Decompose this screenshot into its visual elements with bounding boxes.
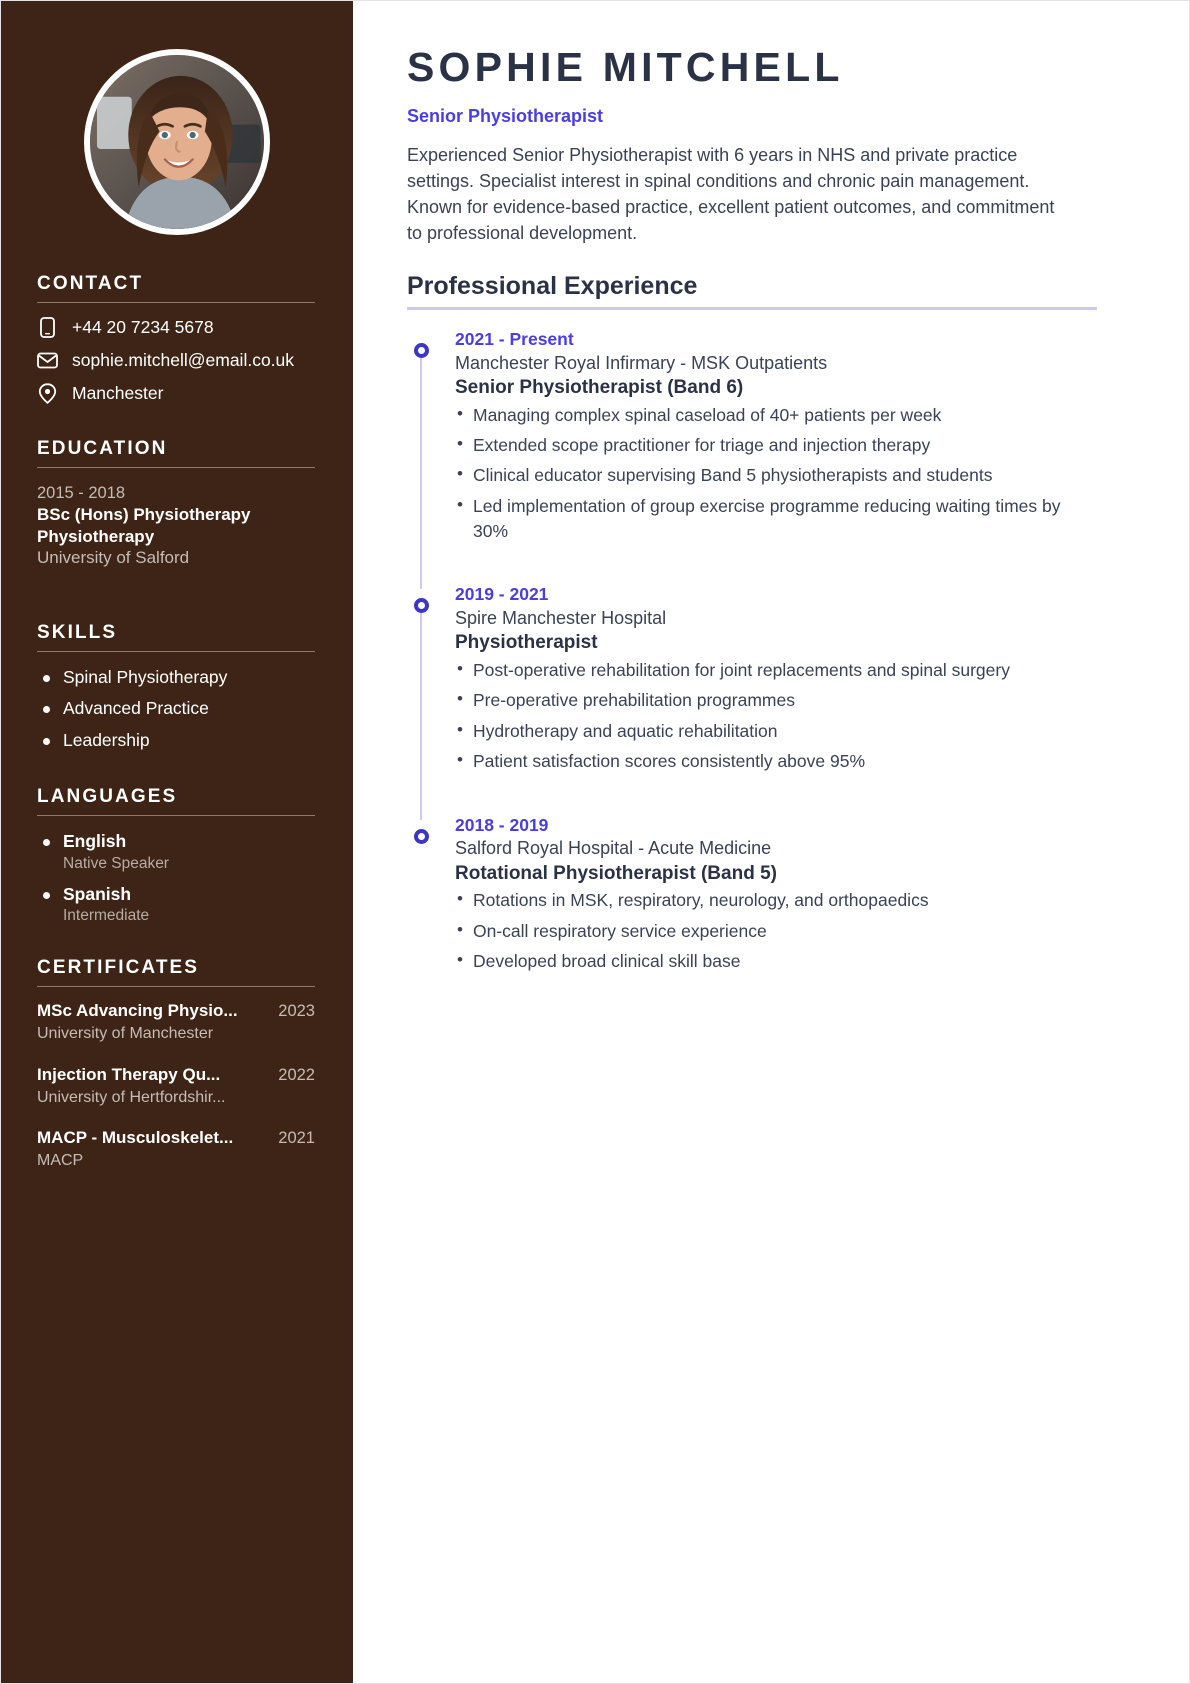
contact-heading: CONTACT — [37, 273, 144, 294]
list-item: • Clinical educator supervising Band 5 physiotherapists and students — [455, 463, 1097, 488]
contact-divider — [37, 302, 315, 303]
certificates-divider — [37, 986, 315, 987]
experience-dates: 2019 - 2021 — [455, 584, 549, 605]
list-item — [37, 830, 315, 875]
certificates-heading: CERTIFICATES — [37, 957, 200, 979]
experience-item — [407, 583, 1097, 813]
education-item — [37, 482, 315, 570]
languages-heading: LANGUAGES — [37, 785, 178, 807]
certificate-item — [37, 1001, 315, 1045]
certificate-header — [37, 1065, 315, 1085]
certificate-item — [37, 1065, 315, 1109]
contact-phone[interactable] — [37, 317, 315, 338]
timeline-dot-icon — [414, 343, 429, 358]
language-level: Intermediate — [63, 907, 150, 925]
certificate-year: 2023 — [278, 1002, 315, 1021]
skills-divider — [37, 651, 315, 652]
contact-email[interactable] — [37, 350, 315, 371]
sidebar — [1, 1, 353, 1683]
experience-timeline — [407, 328, 1097, 975]
timeline-connector — [420, 344, 422, 590]
language-level: Native Speaker — [63, 854, 169, 872]
certificate-year: 2022 — [278, 1065, 315, 1084]
experience-bullets — [455, 658, 1097, 775]
skills-heading: SKILLS — [37, 621, 118, 643]
skills-list — [37, 666, 315, 752]
location-pin-icon — [37, 383, 58, 404]
certificate-name: MACP - Musculoskelet... — [37, 1128, 234, 1148]
skill-label: Leadership — [63, 730, 150, 751]
contact-phone-value: +44 20 7234 5678 — [72, 317, 214, 337]
education-heading: EDUCATION — [37, 438, 168, 459]
contact-location-value: Manchester — [72, 383, 164, 403]
profile-photo-icon — [90, 55, 264, 229]
timeline-dot-icon — [414, 829, 429, 844]
professional-summary: Experienced Senior Physiotherapist with 6 years in NHS and private practice settings. Specialist interest in spinal conditions and chronic pain management. Known for evidence-based practice, excellent patient outcomes, and commitment to professional development. — [407, 144, 1055, 243]
experience-section-title: Professional Experience — [407, 272, 698, 301]
avatar-container — [1, 1, 353, 235]
list-item — [37, 883, 315, 928]
education-divider — [37, 467, 315, 468]
experience-bullets — [455, 403, 1097, 545]
experience-dates: 2018 - 2019 — [455, 814, 549, 835]
timeline-connector — [420, 599, 422, 819]
education-school: University of Salford — [37, 547, 190, 567]
certificate-issuer: MACP — [37, 1152, 84, 1170]
certificate-header — [37, 1001, 315, 1021]
skill-label: Advanced Practice — [63, 698, 209, 719]
skill-label: Spinal Physiotherapy — [63, 666, 228, 687]
list-item: • Managing complex spinal caseload of 40+ patients per week — [455, 403, 1097, 428]
certificate-name: MSc Advancing Physio... — [37, 1001, 238, 1021]
certificate-name: Injection Therapy Qu... — [37, 1064, 221, 1084]
list-item — [37, 729, 315, 752]
certificates-section — [1, 957, 353, 1172]
certificate-item — [37, 1128, 315, 1172]
phone-icon — [37, 317, 58, 338]
list-item: • Led implementation of group exercise programme reducing waiting times by 30% — [455, 494, 1097, 545]
education-section — [1, 438, 353, 570]
experience-item — [407, 814, 1097, 975]
languages-divider — [37, 815, 315, 816]
language-name: Spanish — [63, 883, 132, 904]
list-item — [37, 697, 315, 720]
experience-bullets — [455, 888, 1097, 974]
list-item: • On-call respiratory service experience — [455, 919, 1097, 944]
contact-location[interactable] — [37, 383, 315, 404]
skills-section — [1, 622, 353, 752]
certificate-year: 2021 — [278, 1129, 315, 1148]
list-item: • Post-operative rehabilitation for joint replacements and spinal surgery — [455, 658, 1097, 683]
education-dates: 2015 - 2018 — [37, 484, 126, 502]
page-title: SOPHIE MITCHELL — [407, 44, 844, 90]
languages-section — [1, 786, 353, 927]
experience-item — [407, 328, 1097, 584]
list-item: • Patient satisfaction scores consistently above 95% — [455, 749, 1097, 774]
experience-job-title: Senior Physiotherapist (Band 6) — [455, 376, 744, 398]
experience-job-title: Physiotherapist — [455, 632, 598, 654]
experience-organization: Salford Royal Hospital - Acute Medicine — [455, 838, 772, 859]
experience-dates: 2021 - Present — [455, 328, 574, 349]
experience-organization: Manchester Royal Infirmary - MSK Outpatients — [455, 352, 828, 373]
experience-job-title: Rotational Physiotherapist (Band 5) — [455, 862, 777, 884]
envelope-icon — [37, 350, 58, 371]
list-item: • Extended scope practitioner for triage and injection therapy — [455, 433, 1097, 458]
certificate-issuer: University of Manchester — [37, 1025, 214, 1043]
timeline-dot-icon — [414, 598, 429, 613]
certificate-issuer: University of Hertfordshir... — [37, 1088, 226, 1106]
certificate-header — [37, 1128, 315, 1148]
contact-section — [1, 273, 353, 404]
languages-list — [37, 830, 315, 927]
main-content — [353, 1, 1189, 1683]
experience-section-divider — [407, 307, 1097, 310]
contact-email-value: sophie.mitchell@email.co.uk — [72, 350, 295, 370]
language-name: English — [63, 830, 127, 851]
list-item: • Rotations in MSK, respiratory, neurology, and orthopaedics — [455, 888, 1097, 913]
list-item: • Developed broad clinical skill base — [455, 949, 1097, 974]
avatar — [84, 49, 270, 235]
list-item: • Hydrotherapy and aquatic rehabilitation — [455, 719, 1097, 744]
job-role-subtitle: Senior Physiotherapist — [407, 106, 604, 127]
list-item — [37, 666, 315, 689]
experience-organization: Spire Manchester Hospital — [455, 608, 667, 629]
list-item: • Pre-operative prehabilitation programmes — [455, 688, 1097, 713]
education-degree: BSc (Hons) Physiotherapy Physiotherapy — [37, 505, 251, 546]
